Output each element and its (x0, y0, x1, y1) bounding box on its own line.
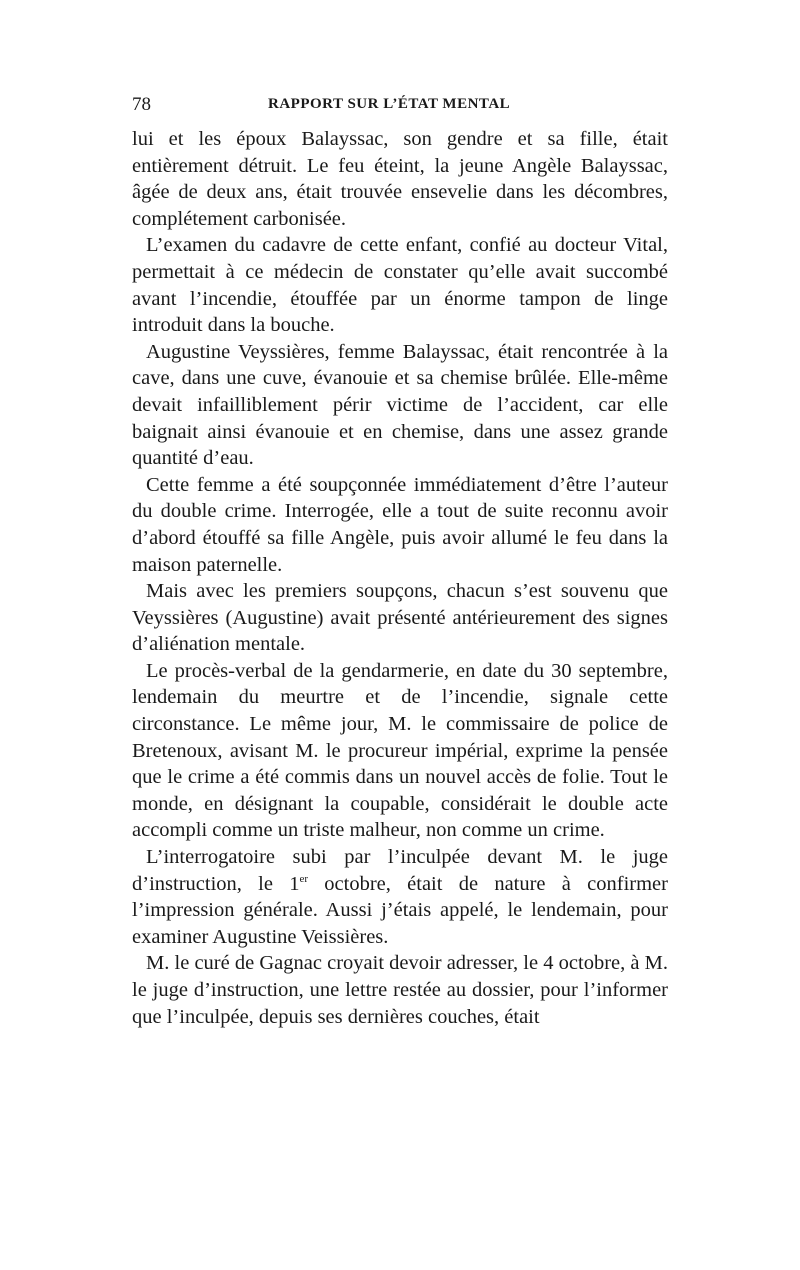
paragraph: M. le curé de Gagnac croyait devoir adresser, le 4 octobre, à M. le juge d’instruction, une lettre restée au dossier, pour l’informer que l’inculpée, depuis ses dernières couches, était (132, 952, 668, 1028)
superscript: er (299, 872, 309, 885)
paragraph-text: octobre, était de nature à confirmer l’impression générale. Aussi j’étais appelé, le lendemain, pour examiner Augustine Veissières. (132, 872, 668, 948)
paragraph: L’examen du cadavre de cette enfant, confié au docteur Vital, permettait à ce médecin de constater qu’elle avait succombé avant l’incendie, étouffée par un énorme tampon de linge introduit dans la bouche. (132, 234, 668, 337)
page-number: 78 (132, 94, 151, 115)
body-text (132, 126, 668, 1030)
paragraph (132, 844, 668, 950)
paragraph-continued: lui et les époux Balayssac, son gendre et sa fille, était entièrement détruit. Le feu éteint, la jeune Angèle Balayssac, âgée de deux ans, était trouvée ensevelie dans les décombres, complétement carbonisée. (132, 128, 668, 230)
paragraph: Augustine Veyssières, femme Balayssac, était rencontrée à la cave, dans une cuve, évanouie et sa chemise brûlée. Elle-même devait infailliblement périr victime de l’accident, car elle baignait ainsi évanouie et en chemise, dans une assez grande quantité d’eau. (132, 340, 668, 470)
running-head: RAPPORT SUR L’ÉTAT MENTAL (268, 96, 511, 112)
paragraph: Mais avec les premiers soupçons, chacun s’est souvenu que Veyssières (Augustine) avait présenté antérieurement des signes d’aliénation mentale. (132, 580, 668, 656)
page-header (132, 94, 668, 118)
paragraph: Cette femme a été soupçonnée immédiatement d’être l’auteur du double crime. Interrogée, elle a tout de suite reconnu avoir d’abord étouffé sa fille Angèle, puis avoir allumé le feu dans la maison paternelle. (132, 473, 668, 576)
paragraph-text: L’interrogatoire subi par l’inculpée devant M. le juge d’instruction, le 1 (132, 846, 668, 895)
paragraph: Le procès-verbal de la gendarmerie, en date du 30 septembre, lendemain du meurtre et de l’incendie, signale cette circonstance. Le même jour, M. le commissaire de police de Bretenoux, avisant M. le procureur impérial, exprime la pensée que le crime a été commis dans un nouvel accès de folie. Tout le monde, en désignant la coupable, considérait le double acte accompli comme un triste malheur, non comme un crime. (132, 659, 668, 842)
